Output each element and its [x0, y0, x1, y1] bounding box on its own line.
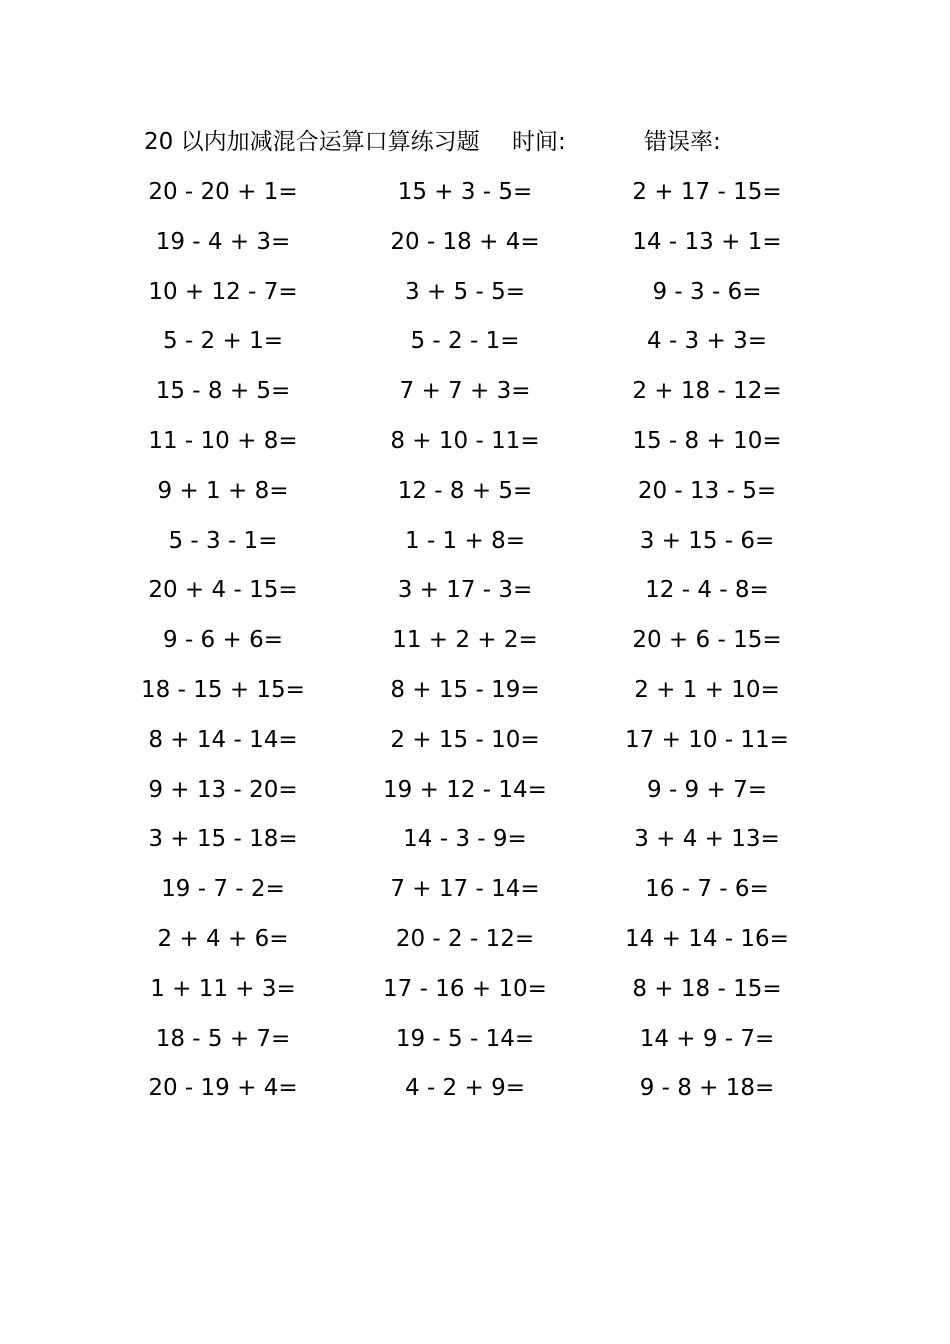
- arithmetic-problem: 8 + 18 - 15=: [632, 975, 782, 1002]
- problem-row: [0, 722, 950, 772]
- arithmetic-problem: 20 + 6 - 15=: [632, 627, 782, 654]
- problem-row: [0, 772, 950, 822]
- worksheet-title: 20 以内加减混合运算口算练习题: [144, 129, 480, 155]
- arithmetic-problem: 9 - 3 - 6=: [652, 278, 762, 305]
- problem-row: [0, 921, 950, 971]
- problem-row: [0, 672, 950, 722]
- arithmetic-problem: 14 - 13 + 1=: [632, 228, 782, 255]
- arithmetic-problem: 19 - 5 - 14=: [395, 1025, 535, 1052]
- arithmetic-problem: 9 + 13 - 20=: [148, 776, 298, 803]
- arithmetic-problem: 17 - 16 + 10=: [383, 975, 547, 1002]
- problem-row: [0, 174, 950, 224]
- arithmetic-problem: 14 - 3 - 9=: [403, 826, 527, 853]
- problem-row: [0, 1070, 950, 1120]
- arithmetic-problem: 3 + 5 - 5=: [405, 278, 525, 305]
- arithmetic-problem: 3 + 4 + 13=: [634, 826, 780, 853]
- arithmetic-problem: 15 - 8 + 5=: [155, 378, 291, 405]
- arithmetic-problem: 14 + 14 - 16=: [625, 925, 789, 952]
- arithmetic-problem: 20 - 18 + 4=: [390, 228, 540, 255]
- arithmetic-problem: 4 - 2 + 9=: [405, 1075, 525, 1102]
- problem-row: [0, 1021, 950, 1071]
- arithmetic-problem: 12 - 4 - 8=: [645, 577, 769, 604]
- arithmetic-problem: 9 - 9 + 7=: [647, 776, 767, 803]
- arithmetic-problem: 1 + 11 + 3=: [150, 975, 296, 1002]
- problem-grid: [0, 174, 950, 1120]
- arithmetic-problem: 7 + 7 + 3=: [399, 378, 531, 405]
- arithmetic-problem: 5 - 2 - 1=: [410, 328, 520, 355]
- arithmetic-problem: 14 + 9 - 7=: [639, 1025, 775, 1052]
- arithmetic-problem: 2 + 4 + 6=: [157, 925, 289, 952]
- arithmetic-problem: 12 - 8 + 5=: [397, 477, 533, 504]
- problem-row: [0, 323, 950, 373]
- arithmetic-problem: 9 - 8 + 18=: [639, 1075, 775, 1102]
- arithmetic-problem: 20 - 2 - 12=: [395, 925, 535, 952]
- arithmetic-problem: 7 + 17 - 14=: [390, 876, 540, 903]
- arithmetic-problem: 8 + 10 - 11=: [390, 427, 540, 454]
- arithmetic-problem: 11 + 2 + 2=: [392, 627, 538, 654]
- arithmetic-problem: 1 - 1 + 8=: [405, 527, 525, 554]
- worksheet-header: [144, 124, 784, 160]
- arithmetic-problem: 20 - 13 - 5=: [637, 477, 777, 504]
- problem-row: [0, 523, 950, 573]
- time-label: 时间:: [512, 129, 566, 155]
- arithmetic-problem: 19 - 7 - 2=: [161, 876, 285, 903]
- arithmetic-problem: 3 + 17 - 3=: [397, 577, 533, 604]
- arithmetic-problem: 3 + 15 - 18=: [148, 826, 298, 853]
- arithmetic-problem: 19 + 12 - 14=: [383, 776, 547, 803]
- arithmetic-problem: 5 - 3 - 1=: [168, 527, 278, 554]
- arithmetic-problem: 11 - 10 + 8=: [148, 427, 298, 454]
- arithmetic-problem: 18 - 5 + 7=: [155, 1025, 291, 1052]
- arithmetic-problem: 3 + 15 - 6=: [639, 527, 775, 554]
- problem-row: [0, 224, 950, 274]
- problem-row: [0, 821, 950, 871]
- error-rate-label: 错误率:: [644, 129, 721, 155]
- arithmetic-problem: 19 - 4 + 3=: [155, 228, 291, 255]
- problem-row: [0, 373, 950, 423]
- arithmetic-problem: 2 + 18 - 12=: [632, 378, 782, 405]
- arithmetic-problem: 9 + 1 + 8=: [157, 477, 289, 504]
- arithmetic-problem: 8 + 14 - 14=: [148, 726, 298, 753]
- problem-row: [0, 473, 950, 523]
- problem-row: [0, 423, 950, 473]
- problem-row: [0, 572, 950, 622]
- problem-row: [0, 274, 950, 324]
- arithmetic-problem: 2 + 15 - 10=: [390, 726, 540, 753]
- arithmetic-problem: 5 - 2 + 1=: [163, 328, 283, 355]
- arithmetic-problem: 2 + 17 - 15=: [632, 179, 782, 205]
- arithmetic-problem: 15 + 3 - 5=: [397, 179, 533, 205]
- arithmetic-problem: 9 - 6 + 6=: [163, 627, 283, 654]
- arithmetic-problem: 2 + 1 + 10=: [634, 676, 780, 703]
- problem-row: [0, 871, 950, 921]
- problem-row: [0, 971, 950, 1021]
- arithmetic-problem: 8 + 15 - 19=: [390, 676, 540, 703]
- arithmetic-problem: 16 - 7 - 6=: [645, 876, 769, 903]
- arithmetic-problem: 20 - 20 + 1=: [148, 179, 298, 205]
- arithmetic-problem: 4 - 3 + 3=: [647, 328, 767, 355]
- arithmetic-problem: 10 + 12 - 7=: [148, 278, 298, 305]
- arithmetic-problem: 20 - 19 + 4=: [148, 1075, 298, 1102]
- problem-row: [0, 622, 950, 672]
- arithmetic-problem: 17 + 10 - 11=: [625, 726, 789, 753]
- arithmetic-problem: 15 - 8 + 10=: [632, 427, 782, 454]
- arithmetic-problem: 18 - 15 + 15=: [141, 676, 305, 703]
- arithmetic-problem: 20 + 4 - 15=: [148, 577, 298, 604]
